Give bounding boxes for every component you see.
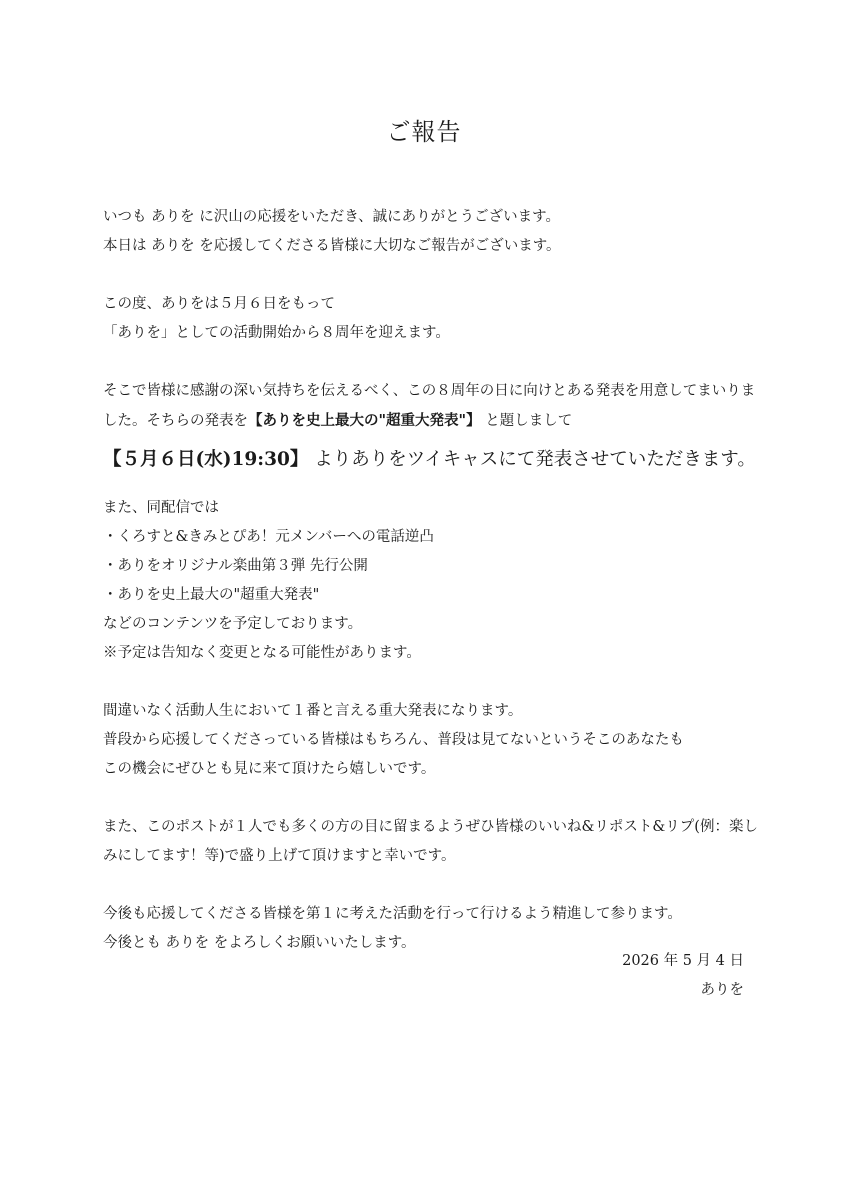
announcement-line-2 — [103, 406, 753, 436]
importance-line-2: 普段から応援してくださっている皆様はもちろん、普段は見てないというそこのあなたも — [103, 732, 684, 748]
document-body — [103, 203, 758, 958]
document-title: ご報告 — [386, 118, 462, 146]
document-date: 2026 年 5 月 4 日 — [622, 953, 744, 969]
contents-item-song: ・ありをオリジナル楽曲第３弾 先行公開 — [103, 558, 368, 574]
announcement-title-bold: 【ありを史上最大の"超重大発表"】 — [248, 412, 481, 429]
document-signature: ありを — [700, 982, 744, 998]
request-line-1: また、このポストが１人でも多くの方の目に留まるようぜひ皆様のいいね&リポスト&リプ(例：楽し — [103, 819, 758, 835]
greeting-line-1: いつも ありを に沢山の応援をいただき、誠にありがとうございます。 — [103, 209, 560, 225]
contents-outro: などのコンテンツを予定しております。 — [103, 616, 363, 632]
closing-line-2: 今後とも ありを をよろしくお願いいたします。 — [103, 935, 416, 951]
announcement-line-1: そこで皆様に感謝の深い気持ちを伝えるべく、この８周年の日に向けとある発表を用意してまいりま — [103, 383, 756, 399]
anniversary-line-1: この度、ありをは５月６日をもって — [103, 296, 335, 312]
contents-note: ※予定は告知なく変更となる可能性があります。 — [103, 645, 421, 661]
greeting-line-2: 本日は ありを を応援してくださる皆様に大切なご報告がございます。 — [103, 238, 561, 254]
broadcast-line — [103, 445, 756, 475]
importance-line-3: この機会にぜひとも見に来て頂けたら嬉しいです。 — [103, 761, 436, 777]
announcement-suffix: と題しまして — [485, 413, 573, 429]
closing-line-1: 今後も応援してくださる皆様を第１に考えた活動を行って行けるよう精進して参ります。 — [103, 906, 682, 922]
anniversary-line-2: 「ありを」としての活動開始から８周年を迎えます。 — [103, 325, 450, 341]
announcement-prefix: した。そちらの発表を — [103, 413, 248, 429]
importance-line-1: 間違いなく活動人生において１番と言える重大発表になります。 — [103, 703, 523, 719]
broadcast-text: よりありをツイキャスにて発表させていただきます。 — [314, 449, 756, 470]
contents-intro: また、同配信では — [103, 500, 219, 516]
request-line-2: みにしてます！等)で盛り上げて頂けますと幸いです。 — [103, 848, 456, 864]
contents-item-call: ・くろすと&きみとぴあ！元メンバーへの電話逆凸 — [103, 529, 434, 545]
sign-off — [622, 947, 744, 1005]
broadcast-datetime: 【５月６日(水)19:30】 — [103, 449, 309, 470]
contents-item-announcement: ・ありを史上最大の"超重大発表" — [103, 587, 320, 603]
